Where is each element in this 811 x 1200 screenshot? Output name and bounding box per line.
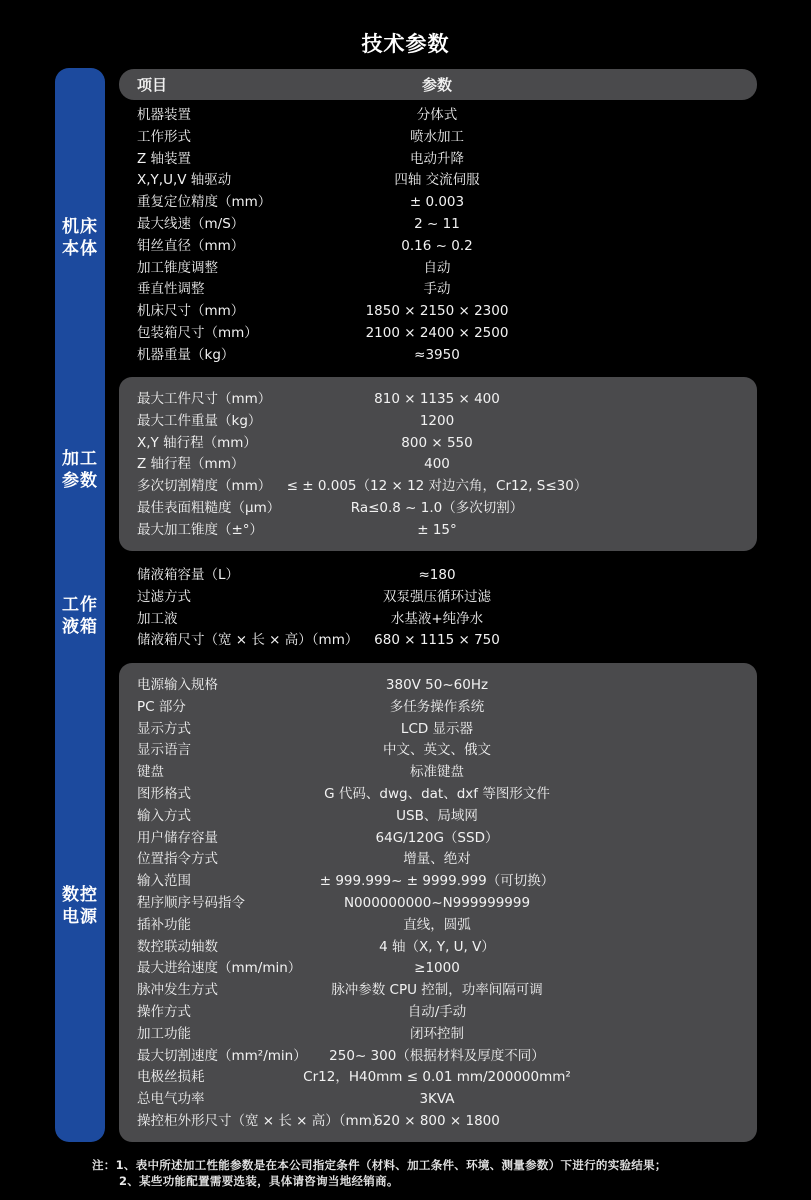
spec-value: 1200: [419, 412, 455, 429]
table-row: [137, 126, 757, 148]
spec-key: 操控柜外形尺寸（宽 × 长 × 高）（mm）: [137, 1113, 386, 1129]
spec-value: 380V 50~60Hz: [385, 677, 489, 693]
spec-key: 键盘: [137, 764, 164, 781]
spec-key: 输入方式: [137, 807, 191, 824]
table-row: [137, 586, 757, 608]
table-row: [137, 936, 757, 958]
table-row: [137, 1088, 757, 1110]
spec-value: 手动: [423, 281, 451, 298]
table-row: [137, 169, 757, 191]
spec-value: 脉冲参数 CPU 控制，功率间隔可调: [331, 982, 543, 999]
spec-value: 0.16 ~ 0.2: [401, 237, 473, 254]
spec-key: 显示方式: [137, 720, 191, 737]
spec-key: 最大工件重量（kg）: [137, 412, 262, 429]
table-row: [137, 344, 757, 366]
page-title: 技术参数: [361, 32, 450, 56]
table-row: [137, 892, 757, 914]
spec-value: 喷水加工: [410, 128, 464, 145]
spec-value: Ra≤0.8 ~ 1.0（多次切割）: [350, 500, 524, 516]
spec-value: 2 ~ 11: [414, 216, 460, 232]
spec-value: 800 × 550: [401, 434, 473, 451]
table-row: [137, 322, 757, 344]
table-row: [137, 475, 757, 497]
spec-value: 闭环控制: [410, 1025, 464, 1042]
spec-value: 810 × 1135 × 400: [374, 391, 500, 407]
spec-key: X,Y 轴行程（mm）: [137, 434, 257, 451]
table-row: [137, 1066, 757, 1088]
spec-key: 多次切割精度（mm）: [137, 478, 272, 495]
spec-value: 双泵强压循环过滤: [383, 588, 491, 605]
table-row: [137, 278, 757, 300]
spec-key: 位置指令方式: [137, 851, 218, 868]
spec-key: 加工功能: [137, 1025, 191, 1042]
table-header: [137, 74, 757, 96]
table-row: [137, 761, 757, 783]
spec-value: 标准键盘: [410, 764, 464, 781]
section-label-processing: 加工参数: [62, 449, 98, 491]
spec-value: 2100 × 2400 × 2500: [365, 325, 509, 341]
spec-key: 脉冲发生方式: [137, 982, 218, 999]
spec-key: 包装箱尺寸（mm）: [137, 325, 258, 341]
table-row: [137, 783, 757, 805]
spec-value: 4 轴（X, Y, U, V）: [379, 938, 495, 955]
table-row: [137, 914, 757, 936]
spec-key: 电极丝损耗: [137, 1069, 205, 1086]
spec-value: ≤ ± 0.005（12 × 12 对边六角，Cr12, S≤30）: [286, 478, 588, 495]
spec-value: 中文、英文、俄文: [383, 742, 491, 759]
table-row: [137, 827, 757, 849]
spec-key: 机器装置: [137, 107, 191, 123]
spec-key: 输入范围: [137, 873, 191, 890]
spec-value: 400: [424, 456, 450, 473]
table-row: [137, 497, 757, 519]
spec-value: 自动/手动: [407, 1004, 467, 1020]
spec-key: 过滤方式: [137, 588, 191, 605]
table-row: [137, 870, 757, 892]
spec-key: 插补功能: [137, 916, 191, 933]
table-row: [137, 1001, 757, 1023]
table-row: [137, 453, 757, 475]
spec-value: N000000000~N999999999: [343, 895, 531, 911]
spec-key: 储液箱容量（L）: [137, 567, 240, 583]
table-row: [137, 608, 757, 630]
spec-value: Cr12，H40mm ≤ 0.01 mm/200000mm²: [303, 1069, 571, 1086]
table-row: [137, 432, 757, 454]
spec-value: 增量、绝对: [403, 851, 471, 868]
spec-key: 总电气功率: [137, 1091, 205, 1108]
table-row: [137, 1110, 757, 1132]
spec-value: 分体式: [416, 107, 458, 123]
spec-value: ± 0.003: [409, 194, 465, 211]
spec-key: 垂直性调整: [137, 281, 205, 298]
spec-key: 重复定位精度（mm）: [137, 194, 272, 211]
table-row: [137, 1023, 757, 1045]
spec-value: 3KVA: [419, 1091, 455, 1108]
spec-key: 最大加工锥度（±°）: [137, 521, 264, 538]
spec-key: 显示语言: [137, 742, 191, 759]
spec-key: 工作形式: [137, 128, 191, 145]
spec-key: 储液箱尺寸（宽 × 长 × 高）（mm）: [137, 632, 359, 649]
table-row: [137, 674, 757, 696]
table-row: [137, 191, 757, 213]
spec-value: ≈180: [418, 567, 456, 583]
table-row: [137, 410, 757, 432]
spec-key: Z 轴行程（mm）: [137, 456, 245, 473]
spec-value: 64G/120G（SSD）: [375, 829, 499, 846]
spec-value: 水基液+纯净水: [390, 610, 484, 627]
spec-value: 电动升降: [410, 150, 464, 167]
table-row: [137, 519, 757, 541]
spec-value: USB、局域网: [396, 807, 478, 824]
table-row: [137, 1045, 757, 1067]
table-row: [137, 979, 757, 1001]
table-row: [137, 629, 757, 651]
table-row: [137, 739, 757, 761]
spec-value: ± 15°: [417, 521, 457, 538]
spec-value: 直线，圆弧: [403, 916, 471, 933]
table-row: [137, 718, 757, 740]
header-param: 参数: [421, 76, 452, 94]
spec-value: ≥1000: [414, 960, 460, 977]
spec-key: 电源输入规格: [137, 677, 218, 693]
spec-key: 操作方式: [137, 1004, 191, 1020]
table-row: [137, 104, 757, 126]
spec-key: 最大线速（m/S）: [137, 216, 245, 232]
section-label-machine-body: 机床本体: [62, 217, 98, 259]
table-row: [137, 957, 757, 979]
table-row: [137, 235, 757, 257]
spec-key: 程序顺序号码指令: [137, 895, 245, 911]
spec-value: ± 999.999~ ± 9999.999（可切换）: [319, 873, 555, 890]
spec-key: 最佳表面粗糙度（μm）: [137, 500, 281, 516]
spec-key: Z 轴装置: [137, 150, 192, 167]
spec-key: PC 部分: [137, 698, 186, 715]
spec-key: 用户储存容量: [137, 829, 218, 846]
table-row: [137, 388, 757, 410]
spec-value: 自动: [423, 259, 451, 276]
table-row: [137, 848, 757, 870]
spec-key: 加工锥度调整: [137, 259, 218, 276]
table-row: [137, 148, 757, 170]
spec-value: G 代码、dwg、dat、dxf 等图形文件: [324, 786, 550, 802]
section-label-cnc-power: 数控电源: [62, 885, 98, 927]
table-row: [137, 564, 757, 586]
table-row: [137, 213, 757, 235]
spec-value: 1850 × 2150 × 2300: [365, 303, 509, 320]
spec-value: 620 × 800 × 1800: [374, 1113, 500, 1129]
section-label-fluid-tank: 工作液箱: [62, 595, 98, 637]
spec-value: ≈3950: [414, 346, 460, 363]
spec-key: 最大工件尺寸（mm）: [137, 391, 272, 407]
table-row: [137, 696, 757, 718]
spec-key: 最大进给速度（mm/min）: [137, 960, 302, 977]
footnote-1: 注：1、表中所述加工性能参数是在本公司指定条件（材料、加工条件、环境、测量参数）下进行的实验结果；: [92, 1158, 667, 1172]
spec-value: 250~ 300（根据材料及厚度不同）: [329, 1047, 545, 1064]
spec-key: 最大切割速度（mm²/min）: [137, 1047, 307, 1064]
spec-key: X,Y,U,V 轴驱动: [137, 172, 232, 189]
footnote-2: 2、某些功能配置需要选装，具体请咨询当地经销商。: [119, 1174, 399, 1188]
table-row: [137, 805, 757, 827]
spec-key: 机床尺寸（mm）: [137, 303, 245, 320]
header-item: 项目: [137, 76, 168, 94]
table-row: [137, 300, 757, 322]
spec-key: 钼丝直径（mm）: [137, 237, 245, 254]
spec-key: 图形格式: [137, 786, 191, 802]
spec-key: 加工液: [137, 610, 178, 627]
spec-value: LCD 显示器: [400, 720, 474, 737]
spec-value: 多任务操作系统: [389, 698, 485, 715]
spec-value: 680 × 1115 × 750: [374, 632, 500, 649]
table-row: [137, 257, 757, 279]
spec-key: 数控联动轴数: [137, 938, 218, 955]
spec-value: 四轴 交流伺服: [394, 172, 480, 189]
spec-key: 机器重量（kg）: [137, 346, 235, 363]
